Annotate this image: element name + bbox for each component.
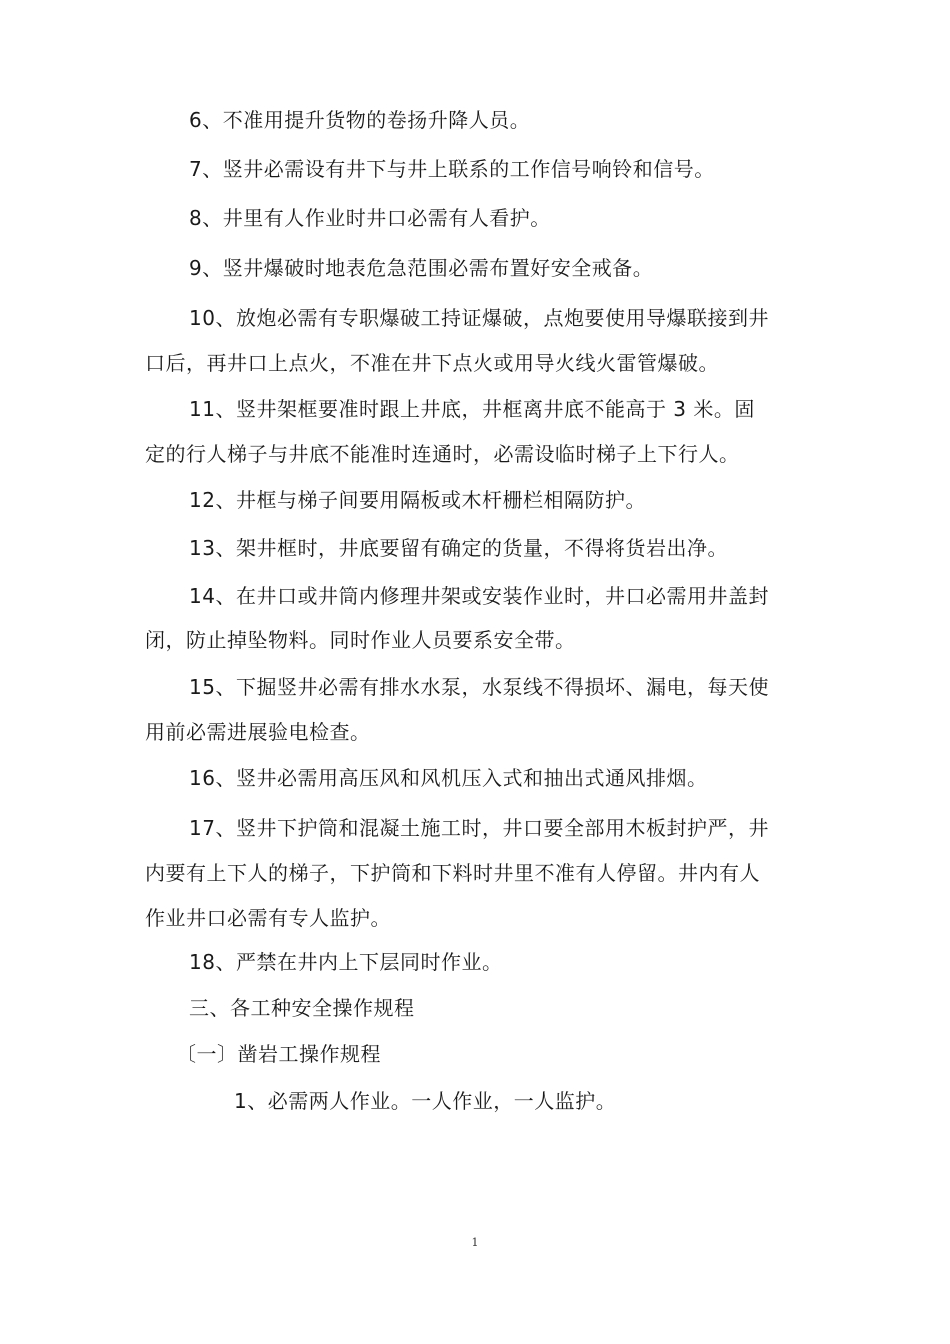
paragraph-line: 15、下掘竖井必需有排水水泵，水泵线不得损坏、漏电，每天使 [189, 675, 769, 699]
paragraph-line: 作业井口必需有专人监护。 [145, 906, 391, 930]
paragraph-line: 1、必需两人作业。一人作业，一人监护。 [234, 1089, 617, 1113]
paragraph-line: 11、竖井架框要准时跟上井底，井框离井底不能高于 3 米。固 [189, 397, 755, 421]
paragraph-line: 闭，防止掉坠物料。同时作业人员要系安全带。 [145, 628, 576, 652]
paragraph-line: 定的行人梯子与井底不能准时连通时，必需设临时梯子上下行人。 [145, 442, 740, 466]
paragraph-line: 14、在井口或井筒内修理井架或安装作业时，井口必需用井盖封 [189, 584, 769, 608]
paragraph-line: 17、竖井下护筒和混凝土施工时，井口要全部用木板封护严，井 [189, 816, 769, 840]
page-number: 1 [471, 1236, 479, 1249]
paragraph-line: 用前必需进展验电检查。 [145, 720, 371, 744]
paragraph-line: 7、竖井必需设有井下与井上联系的工作信号响铃和信号。 [189, 157, 715, 181]
paragraph-line: 13、架井框时，井底要留有确定的货量，不得将货岩出净。 [189, 536, 728, 560]
section-heading: 三、各工种安全操作规程 [189, 996, 415, 1020]
paragraph-line: 12、井框与梯子间要用隔板或木杆栅栏相隔防护。 [189, 488, 646, 512]
paragraph-line: 16、竖井必需用高压风和风机压入式和抽出式通风排烟。 [189, 766, 708, 790]
paragraph-line: 口后，再井口上点火，不准在井下点火或用导火线火雷管爆破。 [145, 351, 719, 375]
paragraph-line: 内要有上下人的梯子，下护筒和下料时井里不准有人停留。井内有人 [145, 861, 760, 885]
paragraph-line: 10、放炮必需有专职爆破工持证爆破，点炮要使用导爆联接到井 [189, 306, 769, 330]
paragraph-line: 9、竖井爆破时地表危急范围必需布置好安全戒备。 [189, 256, 654, 280]
paragraph-line: 8、井里有人作业时井口必需有人看护。 [189, 206, 551, 230]
subsection-heading: 〔一〕凿岩工操作规程 [176, 1042, 381, 1066]
paragraph-line: 18、严禁在井内上下层同时作业。 [189, 950, 503, 974]
paragraph-line: 6、不准用提升货物的卷扬升降人员。 [189, 108, 531, 132]
